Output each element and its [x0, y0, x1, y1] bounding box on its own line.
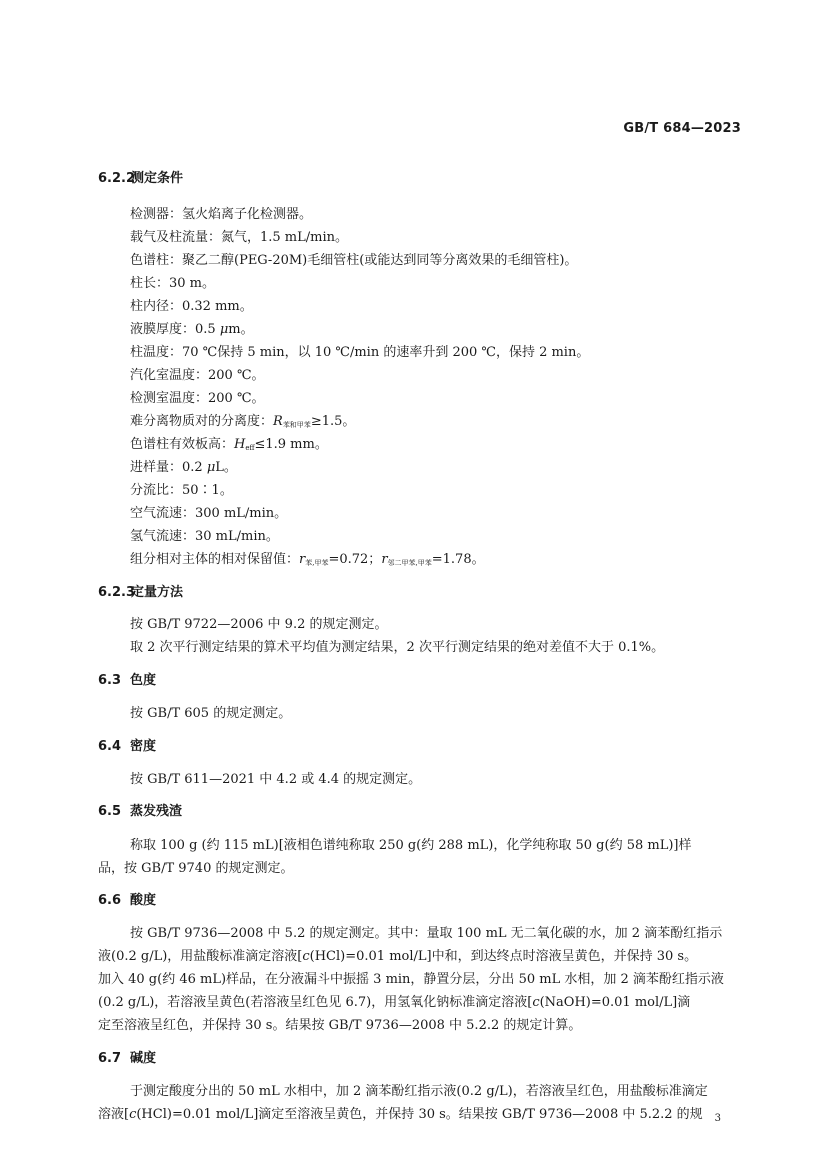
- condition-air-flow: 空气流速：300 mL/min。: [130, 506, 288, 521]
- section-heading-6-5: [98, 800, 182, 819]
- section-heading-6-2-2: [98, 167, 183, 186]
- page-number: 3: [714, 1113, 721, 1124]
- section-title: 色度: [130, 673, 157, 688]
- section-heading-6-6: [98, 889, 156, 908]
- section-number: 6.2.3: [98, 585, 136, 600]
- condition-detector-temperature: 检测室温度：200 ℃。: [130, 391, 265, 406]
- condition-detector: 检测器：氢火焰离子化检测器。: [130, 207, 313, 222]
- paragraph-line: 于测定酸度分出的 50 mL 水相中，加 2 滴苯酚红指示液(0.2 g/L)，若溶液呈红色，用盐酸标准滴定: [130, 1084, 708, 1099]
- condition-relative-retention: 组分相对主体的相对保留值：$r_{苯,甲苯}=0.72$；$r_{邻二甲苯,甲苯}=1.78$。: [130, 552, 485, 567]
- condition-inner-diameter: 柱内径：0.32 mm。: [130, 299, 253, 314]
- paragraph-line: 液(0.2 g/L)，用盐酸标准滴定溶液[c(HCl)=0.01 mol/L]中和，到达终点时溶液呈黄色，并保持 30 s。: [98, 949, 698, 964]
- paragraph-line: 按 GB/T 9736—2008 中 5.2 的规定测定。其中：量取 100 mL 无二氧化碳的水，加 2 滴苯酚红指示: [130, 926, 723, 941]
- paragraph-line: 溶液[c(HCl)=0.01 mol/L]滴定至溶液呈黄色，并保持 30 s。结果按 GB/T 9736—2008 中 5.2.2 的规: [98, 1107, 703, 1122]
- condition-plate-height: 色谱柱有效板高：$H_{eff}\le 1.9$ mm。: [130, 437, 328, 452]
- condition-column-temperature: 柱温度：70 ℃保持 5 min，以 10 ℃/min 的速率升到 200 ℃，保持 2 min。: [130, 345, 590, 360]
- condition-vaporizer-temperature: 汽化室温度：200 ℃。: [130, 368, 265, 383]
- section-number: 6.5: [98, 804, 122, 819]
- paragraph-line: 取 2 次平行测定结果的算术平均值为测定结果，2 次平行测定结果的绝对差值不大于 0.1%。: [130, 640, 665, 655]
- paragraph-line: 称取 100 g (约 115 mL)[液相色谱纯称取 250 g(约 288 mL)，化学纯称取 50 g(约 58 mL)]样: [130, 838, 692, 853]
- condition-resolution: 难分离物质对的分离度：$R_{苯和甲苯}\ge 1.5$。: [130, 414, 356, 429]
- section-heading-6-2-3: [98, 581, 183, 600]
- condition-hydrogen-flow: 氢气流速：30 mL/min。: [130, 529, 279, 544]
- section-heading-6-3: [98, 669, 156, 688]
- paragraph-line: 按 GB/T 9722—2006 中 9.2 的规定测定。: [130, 617, 388, 632]
- condition-column-length: 柱长：30 m。: [130, 276, 216, 291]
- paragraph-line: (0.2 g/L)，若溶液呈黄色(若溶液呈红色见 6.7)，用氢氧化钠标准滴定溶液[c(NaOH)=0.01 mol/L]滴: [98, 995, 691, 1010]
- paragraph-line: 定至溶液呈红色，并保持 30 s。结果按 GB/T 9736—2008 中 5.2.2 的规定计算。: [98, 1018, 582, 1033]
- section-title: 碱度: [130, 1051, 157, 1066]
- condition-carrier-gas: 载气及柱流量：氮气，1.5 mL/min。: [130, 230, 349, 245]
- section-heading-6-4: [98, 735, 156, 754]
- section-title: 蒸发残渣: [130, 804, 183, 819]
- condition-injection-volume: 进样量：0.2 μL。: [130, 460, 237, 475]
- section-title: 酸度: [130, 893, 157, 908]
- section-number: 6.7: [98, 1051, 122, 1066]
- section-number: 6.6: [98, 893, 122, 908]
- section-title: 密度: [130, 739, 157, 754]
- paragraph-line: 品，按 GB/T 9740 的规定测定。: [98, 861, 294, 876]
- paragraph-line: 按 GB/T 605 的规定测定。: [130, 706, 292, 721]
- condition-film-thickness: 液膜厚度：0.5 μm。: [130, 322, 254, 337]
- section-title: 测定条件: [131, 171, 184, 186]
- standard-code-header: GB/T 684—2023: [623, 121, 741, 136]
- section-title: 定量方法: [131, 585, 184, 600]
- condition-column: 色谱柱：聚乙二醇(PEG-20M)毛细管柱(或能达到同等分离效果的毛细管柱)。: [130, 253, 578, 268]
- paragraph-line: 按 GB/T 611—2021 中 4.2 或 4.4 的规定测定。: [130, 772, 422, 787]
- section-number: 6.2.2: [98, 171, 136, 186]
- section-number: 6.4: [98, 739, 122, 754]
- condition-split-ratio: 分流比：50∶1。: [130, 483, 233, 498]
- section-number: 6.3: [98, 673, 122, 688]
- paragraph-line: 加入 40 g(约 46 mL)样品，在分液漏斗中振摇 3 min，静置分层，分出 50 mL 水相，加 2 滴苯酚红指示液: [98, 972, 724, 987]
- section-heading-6-7: [98, 1047, 156, 1066]
